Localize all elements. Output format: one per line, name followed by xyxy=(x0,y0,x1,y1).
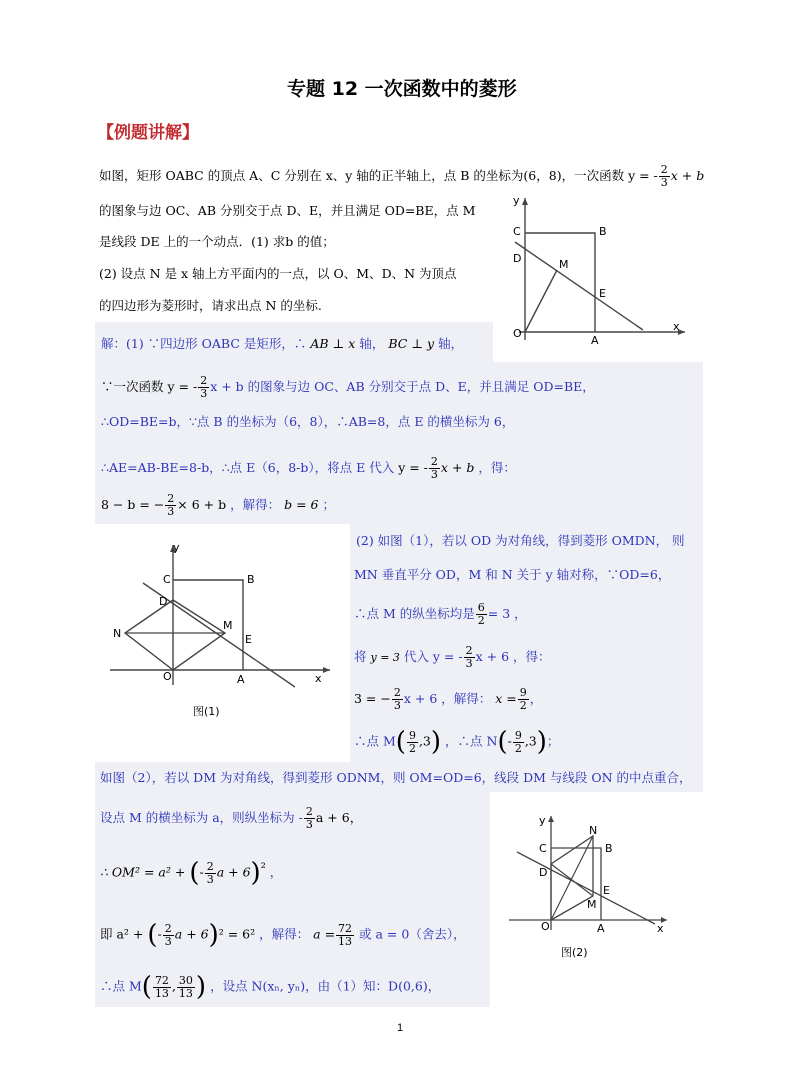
problem-line-4: (2) 设点 N 是 x 轴上方平面内的一点，以 O、M、D、N 为顶点 xyxy=(99,266,457,281)
fig1-label-a: A xyxy=(237,673,245,686)
figure-1 xyxy=(105,535,340,725)
figure-2 xyxy=(505,812,675,962)
fig0-label-m: M xyxy=(559,258,569,271)
fig1-label-n: N xyxy=(113,627,122,640)
part2-line-2: MN 垂直平分 OD，M 和 N 关于 y 轴对称，∵OD=6， xyxy=(354,567,671,582)
fig1-label-y: y xyxy=(173,541,180,554)
problem-figure xyxy=(495,190,695,345)
solution-line-3: ∴OD=BE=b，∵点 B 的坐标为（6，8），∴AB=8，点 E 的横坐标为 6， xyxy=(101,414,515,429)
fig1-label-x: x xyxy=(315,672,322,685)
fig0-label-c: C xyxy=(513,225,521,238)
fig2-label-e: E xyxy=(603,884,610,897)
solution-line-1: 解：(1) ∵四边形 OABC 是矩形，∴ AB ⊥ x 轴， BC ⊥ y 轴， xyxy=(101,336,464,351)
problem-line-2: 的图象与边 OC、AB 分别交于点 D、E，并且满足 OD=BE，点 M xyxy=(99,203,476,218)
part2-line-5: 3 = − $\frac{2}{3}$ x + 6 ，解得： x = $\frac{9}{2}$ ， xyxy=(354,686,543,712)
fig1-label-b: B xyxy=(247,573,255,586)
problem-line-1: 如图，矩形 OABC 的顶点 A、C 分别在 x、y 轴的正半轴上，点 B 的坐标为(6，8)，一次函数 y = - $\frac{2}{3}$ x + b xyxy=(99,163,705,189)
part3-line-5: ∴点 M( $\frac{72}{13}$ , $\frac{30}{13}$ ) ，设点 N(xₙ, yₙ)，由（1）知：D(0,6)， xyxy=(100,972,441,1002)
fig2-label-o: O xyxy=(541,920,550,933)
part3-line-1: 如图（2），若以 DM 为对角线，得到菱形 ODNM，则 OM=OD=6，线段 DM 与线段 ON 的中点重合， xyxy=(100,770,692,785)
fig2-label-x: x xyxy=(657,922,664,935)
page-title: 专题 12 一次函数中的菱形 xyxy=(287,78,517,100)
fig1-caption: 图(1) xyxy=(193,705,220,718)
solution-line-5: 8 − b = − $\frac{2}{3}$ × 6 + b ，解得： b = 6 ； xyxy=(101,492,335,518)
fig0-label-e: E xyxy=(599,287,606,300)
page-number: 1 xyxy=(397,1022,404,1034)
fig2-label-y: y xyxy=(539,814,546,827)
fig1-label-m: M xyxy=(223,619,233,632)
fig2-label-a: A xyxy=(597,922,605,935)
fig0-label-a: A xyxy=(591,334,599,345)
part2-line-6: ∴点 M( $\frac{9}{2}$ ,3) ，∴点 N(- $\frac{9}{2}$ ,3)； xyxy=(354,727,560,757)
solution-line-4: ∴AE=AB-BE=8-b，∴点 E（6，8-b），将点 E 代入 y = - $\frac{2}{3}$ x + b ，得： xyxy=(101,455,516,481)
fig0-label-x: x xyxy=(673,320,680,333)
fig0-label-b: B xyxy=(599,225,607,238)
part3-line-4: 即 a² + (- $\frac{2}{3}$ a + 6)² = 6² ，解得： a = $\frac{72}{13}$ 或 a = 0（舍去）， xyxy=(100,920,466,950)
fig1-label-c: C xyxy=(163,573,171,586)
fig0-label-o: O xyxy=(513,327,522,340)
fig1-label-o: O xyxy=(163,670,172,683)
problem-line-5: 的四边形为菱形时，请求出点 N 的坐标. xyxy=(99,298,322,313)
fig2-label-m: M xyxy=(587,898,597,911)
fig0-label-d: D xyxy=(513,252,522,265)
part2-line-4: 将 y = 3 代入 y = - $\frac{2}{3}$ x + 6 ，得： xyxy=(354,644,551,670)
fig1-label-d: D xyxy=(159,595,168,608)
part2-line-3: ∴点 M 的纵坐标均是 $\frac{6}{2}$ = 3 ， xyxy=(354,601,527,627)
fig2-caption: 图(2) xyxy=(561,946,588,959)
section-heading: 【例题讲解】 xyxy=(97,123,199,143)
fig0-label-y: y xyxy=(513,194,520,207)
problem-line-3: 是线段 DE 上的一个动点．(1) 求b 的值； xyxy=(99,234,335,249)
fig2-label-n: N xyxy=(589,824,598,837)
fig2-label-d: D xyxy=(539,866,548,879)
fig2-label-b: B xyxy=(605,842,613,855)
fig1-label-e: E xyxy=(245,633,252,646)
fig2-label-c: C xyxy=(539,842,547,855)
part3-line-3: ∴ OM² = a² + (- $\frac{2}{3}$ a + 6)² ， xyxy=(100,858,283,888)
part3-line-2: 设点 M 的横坐标为 a，则纵坐标为 - $\frac{2}{3}$ a + 6， xyxy=(100,805,363,831)
part2-line-1: (2) 如图（1），若以 OD 为对角线，得到菱形 OMDN， 则 xyxy=(356,533,685,548)
solution-line-2: ∵一次函数 y = - $\frac{2}{3}$ x + b 的图象与边 OC、AB 分别交于点 D、E，并且满足 OD=BE， xyxy=(101,374,595,400)
